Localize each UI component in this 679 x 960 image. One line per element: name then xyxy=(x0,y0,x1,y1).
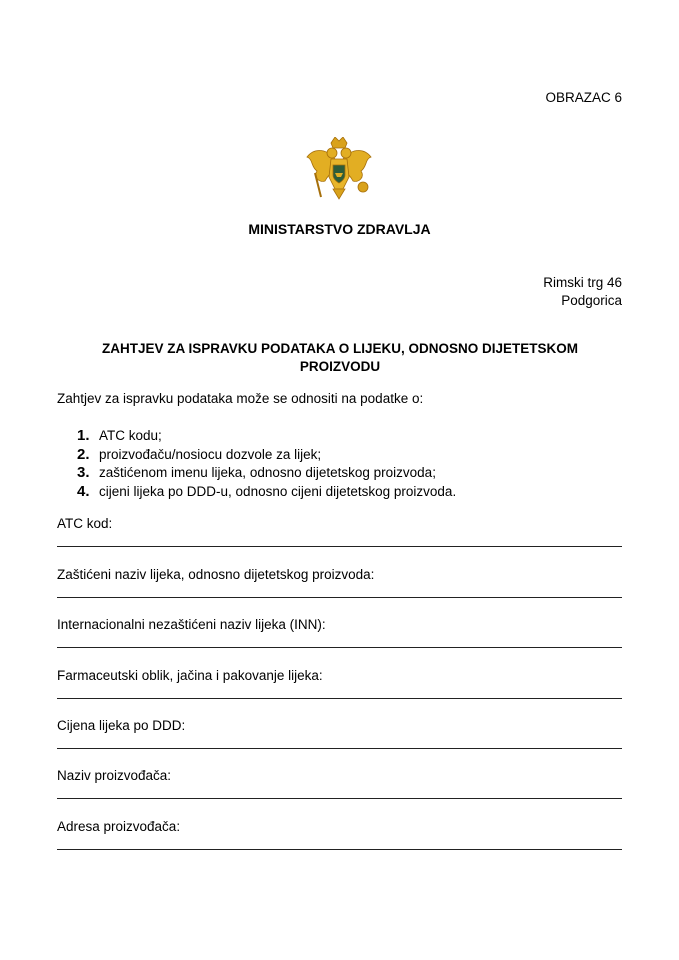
field-label-atc: ATC kod: xyxy=(57,516,113,531)
list-text: ATC kodu; xyxy=(99,428,162,443)
field-label-inn: Internacionalni nezaštićeni naziv lijeka (INN): xyxy=(57,617,326,632)
field-line-pharmaceutical-form[interactable] xyxy=(57,698,622,699)
list-item xyxy=(77,483,456,502)
list-number: 1. xyxy=(77,427,90,444)
field-label-pharmaceutical-form: Farmaceutski oblik, jačina i pakovanje lijeka: xyxy=(57,668,323,683)
address-street: Rimski trg 46 xyxy=(543,275,622,290)
intro-text: Zahtjev za ispravku podataka može se odnositi na podatke o: xyxy=(57,391,424,406)
list-text: proizvođaču/nosiocu dozvole za lijek; xyxy=(99,446,322,462)
coat-of-arms-icon xyxy=(305,137,373,207)
list-item xyxy=(77,464,456,483)
form-code: OBRAZAC 6 xyxy=(545,90,622,105)
address-block xyxy=(543,274,622,310)
field-label-price-ddd: Cijena lijeka po DDD: xyxy=(57,718,186,733)
field-line-inn[interactable] xyxy=(57,647,622,648)
list-number: 4. xyxy=(77,482,90,500)
list-item xyxy=(77,427,456,446)
field-line-protected-name[interactable] xyxy=(57,597,622,598)
document-title: ZAHTJEV ZA ISPRAVKU PODATAKA O LIJEKU, ODNOSNO DIJETETSKOM PROIZVODU xyxy=(101,341,579,374)
field-label-manufacturer-address: Adresa proizvođača: xyxy=(57,819,181,834)
list-number: 3. xyxy=(77,464,90,481)
field-line-manufacturer-name[interactable] xyxy=(57,798,622,799)
field-line-price-ddd[interactable] xyxy=(57,748,622,749)
ministry-name: MINISTARSTVO ZDRAVLJA xyxy=(248,221,431,237)
field-label-protected-name: Zaštićeni naziv lijeka, odnosno dijetetskog proizvoda: xyxy=(57,567,375,582)
field-line-atc[interactable] xyxy=(57,546,622,547)
list-text: cijeni lijeka po DDD-u, odnosno cijeni dijetetskog proizvoda. xyxy=(99,483,457,499)
list-text: zaštićenom imenu lijeka, odnosno dijetetskog proizvoda; xyxy=(99,465,436,480)
address-city: Podgorica xyxy=(561,293,622,308)
list-item xyxy=(77,446,456,465)
field-line-manufacturer-address[interactable] xyxy=(57,849,622,850)
correction-list xyxy=(77,427,456,501)
list-number: 2. xyxy=(77,445,90,463)
field-label-manufacturer-name: Naziv proizvođača: xyxy=(57,768,172,783)
